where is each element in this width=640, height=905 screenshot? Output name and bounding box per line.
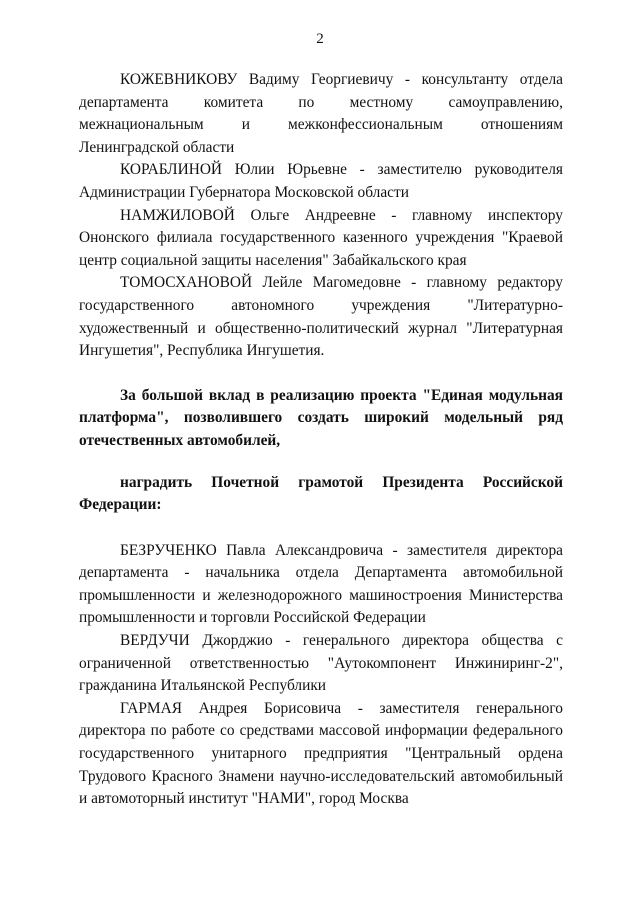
merit-clause: За большой вклад в реализацию проекта "Единая модульная платформа", позволившего создать широкий модельный ряд отечественных автомобилей, <box>79 386 563 449</box>
awardee-entry: КОРАБЛИНОЙ Юлии Юрьевне - заместителю руководителя Администрации Губернатора Московской области <box>79 161 563 201</box>
awardee-entry: ВЕРДУЧИ Джорджио - генерального директора общества с ограниченной ответственностью "Аутокомпонент Инжиниринг-2", гражданина Итальянской Республики <box>79 632 563 695</box>
awardee-entry: ГАРМАЯ Андрея Борисовича - заместителя генерального директора по работе со средствами массовой информации федерального государственного унитарного предприятия "Центральный ордена Трудового Красного Знамени научно-исследовательский автомобильный и автомоторный институт "НАМИ", город Москва <box>79 699 563 808</box>
document-body <box>79 69 563 811</box>
awardee-entry: НАМЖИЛОВОЙ Ольге Андреевне - главному инспектору Ононского филиала государственного казенного учреждения "Краевой центр социальной защиты населения" Забайкальского края <box>79 206 563 269</box>
awardee-entry: БЕЗРУЧЕНКО Павла Александровича - заместителя директора департамента - начальника отдела Департамента автомобильной промышленности и железнодорожного машиностроения Министерства промышленности и торговли Российской Федерации <box>79 541 563 627</box>
awardee-entry: КОЖЕВНИКОВУ Вадиму Георгиевичу - консультанту отдела департамента комитета по местному самоуправлению, межнациональным и межконфессиональным отношениям Ленинградской области <box>79 71 563 156</box>
award-clause: наградить Почетной грамотой Президента Российской Федерации: <box>79 473 563 514</box>
awardee-entry: ТОМОСХАНОВОЙ Лейле Магомедовне - главному редактору государственного автономного учреждения "Литературно-художественный и общественно-политический журнал "Литературная Ингушетия", Республика Ингушетия. <box>79 274 563 360</box>
page-number: 2 <box>316 31 324 47</box>
